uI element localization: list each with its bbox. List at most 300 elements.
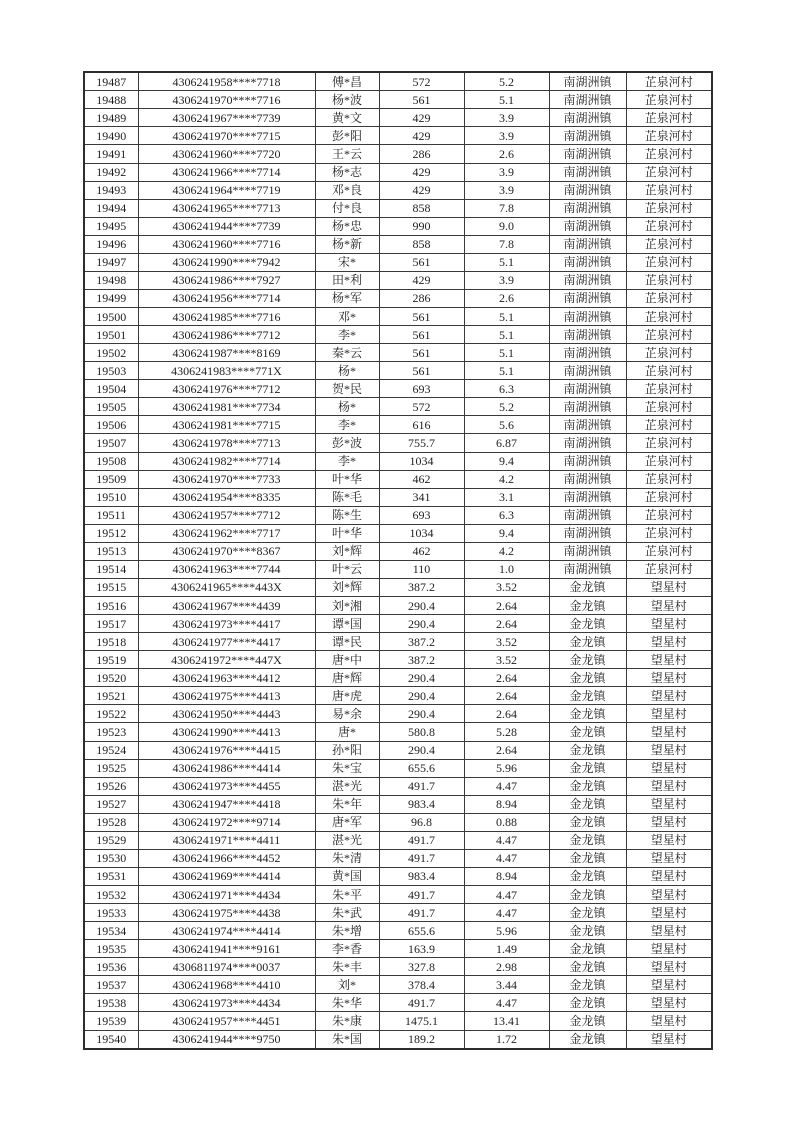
cell-person-name: 刘*辉 [315, 578, 379, 596]
cell-id-number: 4306241986****7712 [138, 326, 315, 344]
table-row [84, 795, 712, 813]
cell-serial-number: 19508 [84, 452, 138, 470]
cell-town: 南湖洲镇 [549, 308, 626, 326]
cell-town: 金龙镇 [549, 597, 626, 615]
cell-amount: 286 [379, 289, 464, 307]
cell-secondary-amount: 6.87 [464, 434, 549, 452]
table-row [84, 705, 712, 723]
cell-serial-number: 19526 [84, 777, 138, 795]
cell-serial-number: 19518 [84, 633, 138, 651]
cell-id-number: 4306241974****4414 [138, 922, 315, 940]
cell-amount: 858 [379, 235, 464, 253]
cell-serial-number: 19495 [84, 217, 138, 235]
cell-village: 芷泉河村 [626, 326, 712, 344]
cell-amount: 616 [379, 416, 464, 434]
cell-amount: 429 [379, 127, 464, 145]
cell-town: 南湖洲镇 [549, 217, 626, 235]
cell-village: 芷泉河村 [626, 199, 712, 217]
cell-village: 望星村 [626, 777, 712, 795]
cell-person-name: 杨* [315, 362, 379, 380]
cell-serial-number: 19525 [84, 759, 138, 777]
cell-amount: 387.2 [379, 633, 464, 651]
cell-town: 金龙镇 [549, 831, 626, 849]
cell-secondary-amount: 8.94 [464, 867, 549, 885]
cell-id-number: 4306241957****4451 [138, 1012, 315, 1030]
cell-village: 芷泉河村 [626, 452, 712, 470]
table-row [84, 849, 712, 867]
cell-town: 南湖洲镇 [549, 109, 626, 127]
cell-serial-number: 19520 [84, 669, 138, 687]
cell-serial-number: 19506 [84, 416, 138, 434]
cell-secondary-amount: 5.6 [464, 416, 549, 434]
cell-id-number: 4306241968****4410 [138, 976, 315, 994]
table-row [84, 235, 712, 253]
cell-id-number: 4306241962****7717 [138, 524, 315, 542]
cell-person-name: 叶*云 [315, 560, 379, 578]
cell-amount: 655.6 [379, 759, 464, 777]
cell-village: 芷泉河村 [626, 380, 712, 398]
cell-secondary-amount: 3.52 [464, 578, 549, 596]
cell-town: 金龙镇 [549, 922, 626, 940]
cell-amount: 491.7 [379, 777, 464, 795]
cell-amount: 429 [379, 181, 464, 199]
cell-secondary-amount: 3.9 [464, 181, 549, 199]
cell-amount: 983.4 [379, 795, 464, 813]
cell-amount: 561 [379, 344, 464, 362]
cell-serial-number: 19522 [84, 705, 138, 723]
cell-town: 金龙镇 [549, 741, 626, 759]
cell-secondary-amount: 5.1 [464, 91, 549, 109]
cell-secondary-amount: 4.47 [464, 777, 549, 795]
cell-town: 金龙镇 [549, 867, 626, 885]
table-row [84, 777, 712, 795]
cell-id-number: 4306241947****4418 [138, 795, 315, 813]
table-row [84, 542, 712, 560]
cell-person-name: 贺*民 [315, 380, 379, 398]
cell-secondary-amount: 4.47 [464, 994, 549, 1012]
cell-person-name: 唐*军 [315, 813, 379, 831]
cell-id-number: 4306241960****7720 [138, 145, 315, 163]
cell-village: 望星村 [626, 922, 712, 940]
cell-amount: 163.9 [379, 940, 464, 958]
cell-serial-number: 19523 [84, 723, 138, 741]
cell-town: 金龙镇 [549, 615, 626, 633]
cell-secondary-amount: 6.3 [464, 506, 549, 524]
cell-amount: 561 [379, 326, 464, 344]
cell-person-name: 李* [315, 452, 379, 470]
table-row [84, 633, 712, 651]
cell-serial-number: 19527 [84, 795, 138, 813]
cell-serial-number: 19492 [84, 163, 138, 181]
cell-town: 南湖洲镇 [549, 271, 626, 289]
cell-serial-number: 19535 [84, 940, 138, 958]
cell-amount: 290.4 [379, 669, 464, 687]
cell-secondary-amount: 0.88 [464, 813, 549, 831]
cell-person-name: 唐* [315, 723, 379, 741]
cell-village: 芷泉河村 [626, 308, 712, 326]
cell-village: 望星村 [626, 651, 712, 669]
table-row [84, 813, 712, 831]
cell-person-name: 谭*民 [315, 633, 379, 651]
cell-town: 金龙镇 [549, 759, 626, 777]
cell-village: 芷泉河村 [626, 362, 712, 380]
cell-id-number: 4306241983****771X [138, 362, 315, 380]
cell-person-name: 朱*华 [315, 994, 379, 1012]
cell-amount: 290.4 [379, 615, 464, 633]
table-row [84, 904, 712, 922]
cell-serial-number: 19507 [84, 434, 138, 452]
cell-person-name: 朱*年 [315, 795, 379, 813]
cell-amount: 561 [379, 362, 464, 380]
cell-village: 望星村 [626, 795, 712, 813]
cell-serial-number: 19515 [84, 578, 138, 596]
cell-town: 金龙镇 [549, 723, 626, 741]
cell-serial-number: 19505 [84, 398, 138, 416]
cell-serial-number: 19511 [84, 506, 138, 524]
cell-secondary-amount: 2.64 [464, 705, 549, 723]
cell-serial-number: 19524 [84, 741, 138, 759]
cell-village: 望星村 [626, 615, 712, 633]
cell-person-name: 彭*阳 [315, 127, 379, 145]
table-row [84, 181, 712, 199]
cell-id-number: 4306241958****7718 [138, 72, 315, 91]
cell-serial-number: 19488 [84, 91, 138, 109]
cell-amount: 429 [379, 271, 464, 289]
cell-person-name: 孙*阳 [315, 741, 379, 759]
cell-person-name: 李*香 [315, 940, 379, 958]
cell-id-number: 4306241965****443X [138, 578, 315, 596]
cell-secondary-amount: 3.52 [464, 651, 549, 669]
cell-person-name: 杨*波 [315, 91, 379, 109]
cell-village: 芷泉河村 [626, 470, 712, 488]
cell-id-number: 4306241975****4438 [138, 904, 315, 922]
cell-amount: 290.4 [379, 741, 464, 759]
cell-id-number: 4306241982****7714 [138, 452, 315, 470]
cell-secondary-amount: 2.64 [464, 669, 549, 687]
cell-town: 金龙镇 [549, 687, 626, 705]
cell-serial-number: 19521 [84, 687, 138, 705]
cell-secondary-amount: 7.8 [464, 199, 549, 217]
cell-village: 芷泉河村 [626, 217, 712, 235]
cell-secondary-amount: 9.4 [464, 524, 549, 542]
cell-amount: 572 [379, 398, 464, 416]
cell-id-number: 4306241965****7713 [138, 199, 315, 217]
cell-id-number: 4306241976****7712 [138, 380, 315, 398]
cell-village: 芷泉河村 [626, 488, 712, 506]
cell-town: 南湖洲镇 [549, 145, 626, 163]
cell-town: 金龙镇 [549, 669, 626, 687]
cell-secondary-amount: 4.2 [464, 542, 549, 560]
cell-amount: 572 [379, 72, 464, 91]
table-row [84, 253, 712, 271]
cell-secondary-amount: 9.0 [464, 217, 549, 235]
cell-person-name: 朱*清 [315, 849, 379, 867]
cell-town: 南湖洲镇 [549, 380, 626, 398]
table-row [84, 72, 712, 91]
cell-serial-number: 19487 [84, 72, 138, 91]
cell-serial-number: 19530 [84, 849, 138, 867]
cell-person-name: 陈*生 [315, 506, 379, 524]
cell-amount: 491.7 [379, 831, 464, 849]
cell-person-name: 易*余 [315, 705, 379, 723]
cell-amount: 1034 [379, 452, 464, 470]
cell-person-name: 杨*新 [315, 235, 379, 253]
cell-secondary-amount: 9.4 [464, 452, 549, 470]
cell-town: 金龙镇 [549, 886, 626, 904]
cell-person-name: 邓* [315, 308, 379, 326]
table-row [84, 308, 712, 326]
cell-amount: 462 [379, 542, 464, 560]
cell-person-name: 叶*华 [315, 470, 379, 488]
cell-secondary-amount: 3.52 [464, 633, 549, 651]
cell-town: 金龙镇 [549, 795, 626, 813]
cell-town: 金龙镇 [549, 940, 626, 958]
cell-secondary-amount: 6.3 [464, 380, 549, 398]
cell-village: 芷泉河村 [626, 271, 712, 289]
cell-amount: 290.4 [379, 687, 464, 705]
cell-town: 南湖洲镇 [549, 560, 626, 578]
cell-person-name: 付*良 [315, 199, 379, 217]
cell-serial-number: 19490 [84, 127, 138, 145]
table-row [84, 958, 712, 976]
table-row [84, 506, 712, 524]
cell-secondary-amount: 3.9 [464, 271, 549, 289]
cell-village: 芷泉河村 [626, 506, 712, 524]
cell-person-name: 刘*辉 [315, 542, 379, 560]
cell-id-number: 4306241973****4455 [138, 777, 315, 795]
cell-id-number: 4306241950****4443 [138, 705, 315, 723]
cell-serial-number: 19534 [84, 922, 138, 940]
cell-amount: 96.8 [379, 813, 464, 831]
cell-person-name: 傅*昌 [315, 72, 379, 91]
cell-person-name: 陈*毛 [315, 488, 379, 506]
cell-secondary-amount: 13.41 [464, 1012, 549, 1030]
cell-town: 南湖洲镇 [549, 199, 626, 217]
cell-secondary-amount: 4.2 [464, 470, 549, 488]
table-row [84, 687, 712, 705]
cell-person-name: 田*利 [315, 271, 379, 289]
cell-id-number: 4306241969****4414 [138, 867, 315, 885]
cell-person-name: 唐*虎 [315, 687, 379, 705]
cell-person-name: 叶*华 [315, 524, 379, 542]
cell-town: 金龙镇 [549, 578, 626, 596]
cell-id-number: 4306241970****7715 [138, 127, 315, 145]
cell-village: 望星村 [626, 958, 712, 976]
cell-amount: 693 [379, 380, 464, 398]
cell-secondary-amount: 5.1 [464, 362, 549, 380]
cell-id-number: 4306241985****7716 [138, 308, 315, 326]
cell-secondary-amount: 5.96 [464, 922, 549, 940]
cell-id-number: 4306241986****4414 [138, 759, 315, 777]
cell-village: 望星村 [626, 831, 712, 849]
cell-id-number: 4306241960****7716 [138, 235, 315, 253]
cell-serial-number: 19498 [84, 271, 138, 289]
cell-amount: 1475.1 [379, 1012, 464, 1030]
cell-id-number: 4306241977****4417 [138, 633, 315, 651]
table-row [84, 91, 712, 109]
cell-secondary-amount: 4.47 [464, 831, 549, 849]
table-row [84, 470, 712, 488]
cell-amount: 290.4 [379, 597, 464, 615]
cell-id-number: 4306811974****0037 [138, 958, 315, 976]
cell-village: 芷泉河村 [626, 289, 712, 307]
table-row [84, 289, 712, 307]
cell-person-name: 杨*军 [315, 289, 379, 307]
cell-person-name: 杨*志 [315, 163, 379, 181]
cell-secondary-amount: 3.9 [464, 127, 549, 145]
cell-secondary-amount: 2.64 [464, 615, 549, 633]
cell-secondary-amount: 1.0 [464, 560, 549, 578]
cell-id-number: 4306241970****7733 [138, 470, 315, 488]
cell-village: 望星村 [626, 994, 712, 1012]
cell-id-number: 4306241990****7942 [138, 253, 315, 271]
cell-amount: 1034 [379, 524, 464, 542]
cell-town: 南湖洲镇 [549, 524, 626, 542]
cell-id-number: 4306241944****7739 [138, 217, 315, 235]
table-row [84, 127, 712, 145]
cell-town: 金龙镇 [549, 904, 626, 922]
cell-amount: 491.7 [379, 994, 464, 1012]
cell-village: 芷泉河村 [626, 344, 712, 362]
table-row [84, 669, 712, 687]
cell-secondary-amount: 2.6 [464, 289, 549, 307]
cell-town: 南湖洲镇 [549, 181, 626, 199]
cell-person-name: 杨*忠 [315, 217, 379, 235]
cell-id-number: 4306241967****7739 [138, 109, 315, 127]
cell-town: 南湖洲镇 [549, 326, 626, 344]
cell-town: 南湖洲镇 [549, 289, 626, 307]
cell-serial-number: 19500 [84, 308, 138, 326]
table-row [84, 597, 712, 615]
cell-serial-number: 19514 [84, 560, 138, 578]
cell-serial-number: 19536 [84, 958, 138, 976]
cell-village: 芷泉河村 [626, 145, 712, 163]
cell-amount: 990 [379, 217, 464, 235]
cell-amount: 580.8 [379, 723, 464, 741]
cell-id-number: 4306241966****7714 [138, 163, 315, 181]
cell-id-number: 4306241972****447X [138, 651, 315, 669]
cell-village: 芷泉河村 [626, 163, 712, 181]
cell-id-number: 4306241990****4413 [138, 723, 315, 741]
cell-secondary-amount: 2.64 [464, 687, 549, 705]
cell-serial-number: 19519 [84, 651, 138, 669]
cell-id-number: 4306241972****9714 [138, 813, 315, 831]
table-row [84, 922, 712, 940]
cell-person-name: 朱*宝 [315, 759, 379, 777]
cell-village: 望星村 [626, 849, 712, 867]
cell-serial-number: 19491 [84, 145, 138, 163]
records-table-body [84, 72, 712, 1049]
cell-id-number: 4306241970****8367 [138, 542, 315, 560]
table-row [84, 741, 712, 759]
cell-village: 芷泉河村 [626, 181, 712, 199]
table-row [84, 994, 712, 1012]
table-row [84, 380, 712, 398]
records-table [83, 71, 713, 1050]
cell-secondary-amount: 8.94 [464, 795, 549, 813]
cell-town: 金龙镇 [549, 813, 626, 831]
cell-person-name: 唐*中 [315, 651, 379, 669]
table-row [84, 199, 712, 217]
cell-id-number: 4306241975****4413 [138, 687, 315, 705]
cell-id-number: 4306241954****8335 [138, 488, 315, 506]
cell-village: 望星村 [626, 759, 712, 777]
cell-town: 金龙镇 [549, 976, 626, 994]
cell-amount: 491.7 [379, 904, 464, 922]
cell-town: 南湖洲镇 [549, 91, 626, 109]
table-row [84, 976, 712, 994]
cell-id-number: 4306241966****4452 [138, 849, 315, 867]
cell-town: 金龙镇 [549, 651, 626, 669]
cell-amount: 341 [379, 488, 464, 506]
cell-village: 望星村 [626, 1012, 712, 1030]
cell-town: 南湖洲镇 [549, 398, 626, 416]
cell-id-number: 4306241941****9161 [138, 940, 315, 958]
cell-amount: 755.7 [379, 434, 464, 452]
cell-village: 望星村 [626, 867, 712, 885]
cell-person-name: 黄*国 [315, 867, 379, 885]
cell-serial-number: 19509 [84, 470, 138, 488]
cell-town: 金龙镇 [549, 705, 626, 723]
cell-amount: 387.2 [379, 578, 464, 596]
cell-serial-number: 19540 [84, 1030, 138, 1049]
table-row [84, 867, 712, 885]
cell-serial-number: 19493 [84, 181, 138, 199]
cell-secondary-amount: 7.8 [464, 235, 549, 253]
cell-serial-number: 19489 [84, 109, 138, 127]
cell-village: 望星村 [626, 904, 712, 922]
cell-village: 望星村 [626, 669, 712, 687]
cell-town: 南湖洲镇 [549, 470, 626, 488]
cell-person-name: 朱*丰 [315, 958, 379, 976]
cell-town: 南湖洲镇 [549, 163, 626, 181]
cell-id-number: 4306241986****7927 [138, 271, 315, 289]
table-row [84, 109, 712, 127]
table-row [84, 831, 712, 849]
cell-village: 望星村 [626, 1030, 712, 1049]
cell-town: 南湖洲镇 [549, 344, 626, 362]
cell-town: 金龙镇 [549, 994, 626, 1012]
cell-serial-number: 19510 [84, 488, 138, 506]
table-row [84, 398, 712, 416]
cell-id-number: 4306241963****4412 [138, 669, 315, 687]
cell-amount: 429 [379, 109, 464, 127]
table-row [84, 362, 712, 380]
cell-village: 芷泉河村 [626, 91, 712, 109]
cell-town: 金龙镇 [549, 1030, 626, 1049]
table-row [84, 578, 712, 596]
cell-amount: 983.4 [379, 867, 464, 885]
cell-person-name: 唐*辉 [315, 669, 379, 687]
cell-id-number: 4306241964****7719 [138, 181, 315, 199]
cell-amount: 561 [379, 91, 464, 109]
table-row [84, 488, 712, 506]
cell-town: 南湖洲镇 [549, 542, 626, 560]
cell-secondary-amount: 2.64 [464, 597, 549, 615]
cell-serial-number: 19497 [84, 253, 138, 271]
cell-amount: 693 [379, 506, 464, 524]
cell-id-number: 4306241976****4415 [138, 741, 315, 759]
cell-person-name: 黄*文 [315, 109, 379, 127]
cell-amount: 462 [379, 470, 464, 488]
cell-person-name: 刘* [315, 976, 379, 994]
cell-secondary-amount: 1.49 [464, 940, 549, 958]
cell-person-name: 朱*增 [315, 922, 379, 940]
cell-amount: 429 [379, 163, 464, 181]
cell-serial-number: 19503 [84, 362, 138, 380]
cell-person-name: 湛*光 [315, 831, 379, 849]
cell-town: 南湖洲镇 [549, 452, 626, 470]
